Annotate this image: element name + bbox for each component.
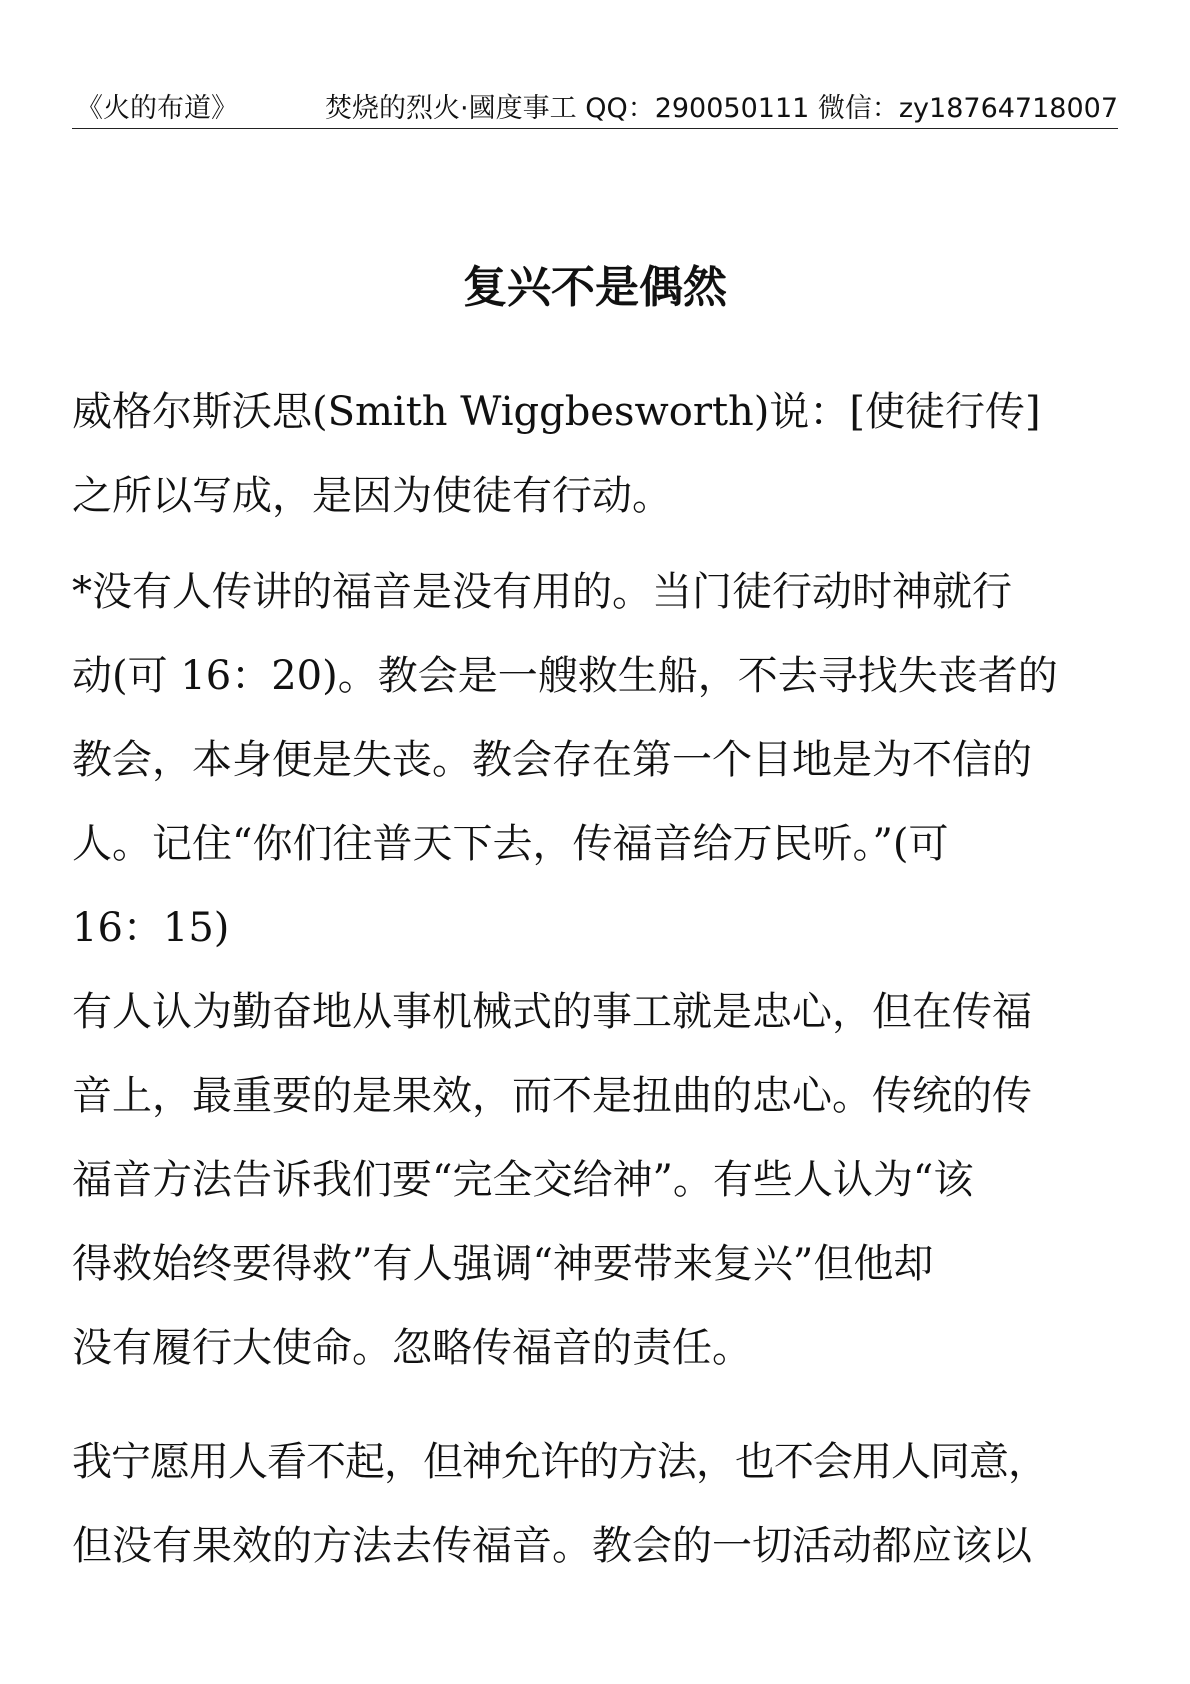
- paragraph-line: 福音方法告诉我们要“完全交给神”。有些人认为“该: [72, 1157, 974, 1203]
- paragraph-line: 我宁愿用人看不起，但神允许的方法，也不会用人同意，: [72, 1439, 1047, 1485]
- paragraph-2: [72, 550, 1132, 970]
- paragraph-line: 得救始终要得救”有人强调“神要带来复兴”但他却: [72, 1241, 934, 1287]
- paragraph-line: 16：15): [72, 905, 230, 951]
- article-body: [72, 370, 1132, 1588]
- paragraph-line: 人。记住“你们往普天下去，传福音给万民听。”(可: [72, 821, 949, 867]
- header-book-title: 《火的布道》: [76, 93, 238, 124]
- paragraph-line: 之所以写成，是因为使徒有行动。: [72, 473, 672, 519]
- paragraph-line: 威格尔斯沃思(Smith Wiggbesworth)说：[使徒行传]: [72, 389, 1041, 435]
- paragraph-line: 音上，最重要的是果效，而不是扭曲的忠心。传统的传: [72, 1073, 1032, 1119]
- article-title: 复兴不是偶然: [463, 262, 727, 313]
- paragraph-4: [72, 1420, 1132, 1588]
- paragraph-line: *没有人传讲的福音是没有用的。当门徒行动时神就行: [72, 569, 1012, 615]
- paragraph-1: [72, 370, 1132, 538]
- paragraph-line: 没有履行大使命。忽略传福音的责任。: [72, 1325, 752, 1371]
- header-ministry-contact: 焚烧的烈火·國度事工 QQ：290050111 微信：zy18764718007: [325, 93, 1118, 124]
- paragraph-line: 教会，本身便是失丧。教会存在第一个目地是为不信的: [72, 737, 1032, 783]
- paragraph-line: 有人认为勤奋地从事机械式的事工就是忠心，但在传福: [72, 989, 1032, 1035]
- paragraph-line: 但没有果效的方法去传福音。教会的一切活动都应该以: [72, 1523, 1032, 1569]
- paragraph-3: [72, 970, 1132, 1390]
- paragraph-line: 动(可 16：20)。教会是一艘救生船，不去寻找失丧者的: [72, 653, 1058, 699]
- page-header: [72, 92, 1118, 129]
